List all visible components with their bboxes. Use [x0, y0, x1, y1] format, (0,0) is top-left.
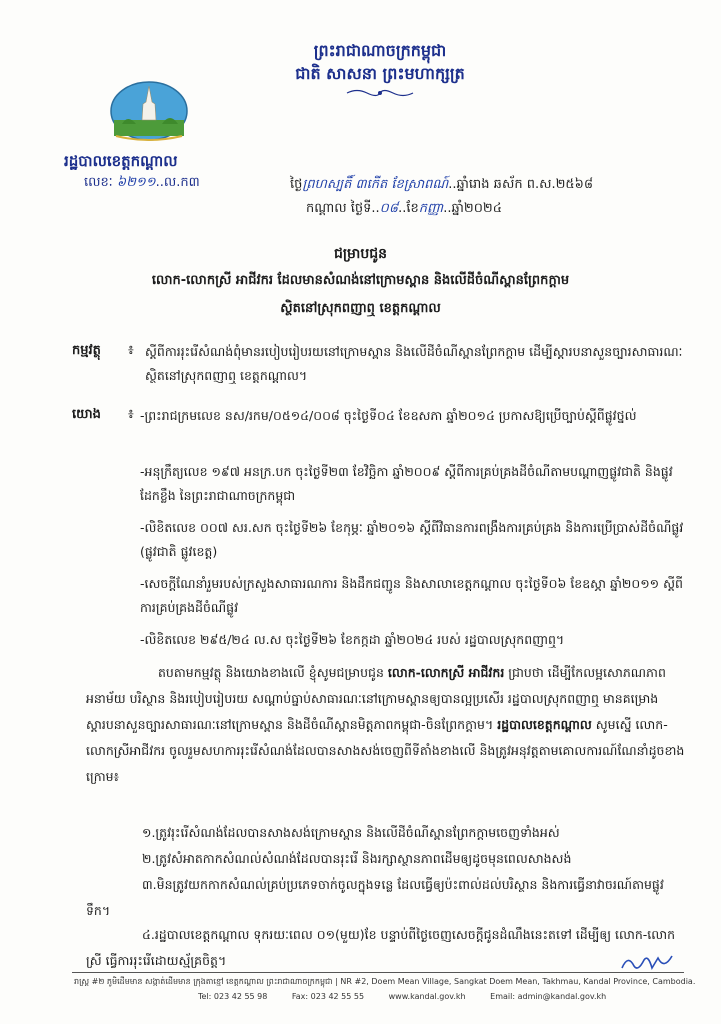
reference-label: យោង	[72, 407, 101, 422]
letterhead	[250, 40, 510, 98]
notice-location: ស្ថិតនៅស្រុកពញាឮ ខេត្តកណ្ដាល	[280, 301, 441, 316]
ornament-icon	[345, 88, 415, 98]
body-paragraph	[86, 660, 686, 790]
footer-email[interactable]: Email: admin@kandal.gov.kh	[490, 992, 607, 1001]
lunar-date: ថ្ងៃព្រហស្បតិ៍ ៣កើត ខែស្រាពណ៍..ឆ្នាំរោង ឆស័ក ព.ស.២៥៦៨	[290, 177, 594, 192]
instruction-item: ២.ត្រូវសំអាតកាកសំណល់សំណង់ដែលបានរុះរើ និងរក្សាស្ថានភាពដើមឲ្យដូចមុនពេលសាងសង់	[142, 851, 572, 866]
reference-colon: ៖	[128, 407, 134, 422]
date-year: ឆ្នាំ២០២៤	[451, 201, 502, 216]
reference-item: -លិខិតលេខ ០០៧ សរ.សក ចុះថ្ងៃទី២៦ ខែកុម្ភៈ ឆ្នាំ២០១៦ ស្ដីពីវិធានការពង្រឹងការគ្រប់គ្រង និងការប្រើប្រាស់ដីចំណីផ្លូវ (ផ្លូវជាតិ ផ្លូវខេត្ត)	[140, 520, 684, 559]
national-motto: ជាតិ សាសនា ព្រះមហាក្សត្រ	[295, 64, 465, 83]
reference-item: -ព្រះរាជក្រមលេខ នស/រកម/០៥១៤/០០៨ ចុះថ្ងៃទី០៤ ខែឧសភា ឆ្នាំ២០១៤ ប្រកាសឱ្យប្រើច្បាប់ស្ដីពីផ្លូវថ្នល់	[140, 408, 637, 423]
subject-colon: ៖	[128, 343, 134, 358]
date-place: កណ្ដាល ថ្ងៃទី	[306, 201, 372, 216]
instruction-item: ៤.រដ្ឋបាលខេត្តកណ្ដាល ទុករយៈពេល ០១(មួយ)ខែ បន្ទាប់ពីថ្ងៃចេញសេចក្តីជូនដំណឹងនេះតទៅ ដើម្បីឲ្យ លោក-លោកស្រី ធ្វើការរុះរើដោយស្ម័គ្រចិត្ត។	[86, 927, 676, 968]
issuing-authority: រដ្ឋបាលខេត្តកណ្ដាល	[64, 152, 178, 170]
footer-contacts	[198, 992, 628, 1001]
instruction-item: ៣.មិនត្រូវយកកាកសំណល់គ្រប់ប្រភេទចាក់ចូលក្នុងទន្លេ ដែលធ្វើឲ្យប៉ះពាល់ដល់បរិស្ថាន និងការធ្វើនាវាចរណ៍តាមផ្លូវទឹក។	[86, 877, 664, 918]
reference-number	[84, 174, 200, 193]
footer-fax: Fax: 023 42 55 55	[291, 992, 365, 1001]
month-handwritten: កញ្ញា	[418, 201, 444, 216]
body-text: ជ្រាបថា ដើម្បីកែលម្អសោភណភាព អនាម័យ បរិស្ថាន និងរបៀបរៀបរយ សណ្ដាប់ធ្នាប់សាធារណៈនៅក្រោមស្ពានឲ្យបានល្អប្រសើរ រដ្ឋបាលស្រុកពញាឮ មានគម្រោងស្ដារបនាសួនច្បារសាធារណៈនៅក្រោមស្ពាន និងដីចំណីស្ពានមិត្តភាពកម្ពុជា-ចិនព្រែកក្ដាម។	[86, 665, 666, 732]
lunar-date-handwritten: ព្រហស្បតិ៍ ៣កើត ខែស្រាពណ៍	[302, 177, 449, 192]
footer-website[interactable]: www.kandal.gov.kh	[388, 992, 466, 1001]
subject-label: កម្មវត្ថុ	[72, 343, 101, 358]
reference-item: -លិខិតលេខ ២៩៥/២៤ ល.ស ចុះថ្ងៃទី២៦ ខែកក្កដា ឆ្នាំ២០២៤ របស់ រដ្ឋបាលស្រុកពញាឮ។	[140, 632, 565, 647]
body-addressee: លោក-លោកស្រី អាជីវករ	[387, 665, 505, 680]
reference-item: -អនុក្រឹត្យលេខ ១៩៧ អនក្រ.បក ចុះថ្ងៃទី២៣ ខែវិច្ឆិកា ឆ្នាំ២០០៩ ស្ដីពីការគ្រប់គ្រងដីចំណីតាមបណ្ដាញផ្លូវជាតិ និងផ្លូវដែកខ្លឹង នៃព្រះរាជាណាចក្រកម្ពុជា	[140, 464, 673, 503]
day-handwritten: ០៨	[379, 201, 399, 216]
footer-address: រាស្ត្រ #២ ភូមិដើមមាន សង្កាត់ដើមមាន ក្រុងតាខ្មៅ ខេត្តកណ្ដាល ព្រះរាជាណាចក្រកម្ពុជា | NR #2, Doem Mean Village, Sangkat Doem Mean, Takhmau, Kandal Province, Cambodia.	[74, 977, 696, 986]
month-label: ខែ	[406, 201, 419, 216]
body-text: តបតាមកម្មវត្ថុ និងយោងខាងលើ ខ្ញុំសូមជម្រាបជូន	[158, 665, 384, 680]
solar-date: កណ្ដាល ថ្ងៃទី..០៨..ខែកញ្ញា..ឆ្នាំ២០២៤	[306, 201, 502, 216]
initials-signature-icon	[618, 950, 678, 974]
ref-number-handwritten: ៦២១១	[116, 175, 156, 190]
body-text: សូមស្នើ លោក-លោកស្រីអាជីវករ ចូលរួមសហការរុះរើសំណង់ដែលបានសាងសង់ចេញពីទីតាំងខាងលើ និងត្រូវអនុវត្តតាមគោលការណ៍ណែនាំដូចខាងក្រោម៖	[86, 717, 685, 784]
instruction-item: ១.ត្រូវរុះរើសំណង់ដែលបានសាងសង់ក្រោមស្ពាន និងលើដីចំណីស្ពានព្រែកក្ដាមចេញទាំងអស់	[142, 825, 560, 840]
body-authority: រដ្ឋបាលខេត្តកណ្ដាល	[497, 717, 592, 732]
lunar-year: ឆ្នាំរោង ឆស័ក ព.ស.២៥៦៨	[456, 177, 594, 192]
ref-label: លេខៈ	[84, 175, 113, 190]
subject-text: ស្ដីពីការរុះរើសំណង់ពុំមានរបៀបរៀបរយនៅក្រោមស្ពាន និងលើដីចំណីស្ពានព្រែកក្ដាម ដើម្បីស្តារបនាសួនច្បារសាធារណៈ ស្ថិតនៅស្រុកពញាឮ ខេត្តកណ្ដាល។	[145, 344, 683, 383]
notice-title: ជម្រាបជូន	[333, 246, 388, 262]
footer-tel: Tel: 023 42 55 98	[198, 992, 268, 1001]
provincial-logo-icon	[108, 80, 190, 142]
lunar-prefix: ថ្ងៃ	[290, 177, 303, 192]
footer-divider	[72, 972, 684, 973]
ref-suffix: ..ល.ក៣	[155, 175, 200, 190]
kingdom-title: ព្រះរាជាណាចក្រកម្ពុជា	[313, 41, 447, 60]
notice-recipients: លោក-លោកស្រី អាជីវករ ដែលមានសំណង់នៅក្រោមស្ពាន និងលើដីចំណីស្ពានព្រែកក្ដាម	[151, 273, 570, 288]
reference-item: -សេចក្តីណែនាំរួមរបស់ក្រសួងសាធារណការ និងដឹកជញ្ជូន និងសាលាខេត្តកណ្ដាល ចុះថ្ងៃទី០៦ ខែឧស្ភា ឆ្នាំ២០១១ ស្ដីពីការគ្រប់គ្រងដីចំណីផ្លូវ	[140, 576, 683, 615]
